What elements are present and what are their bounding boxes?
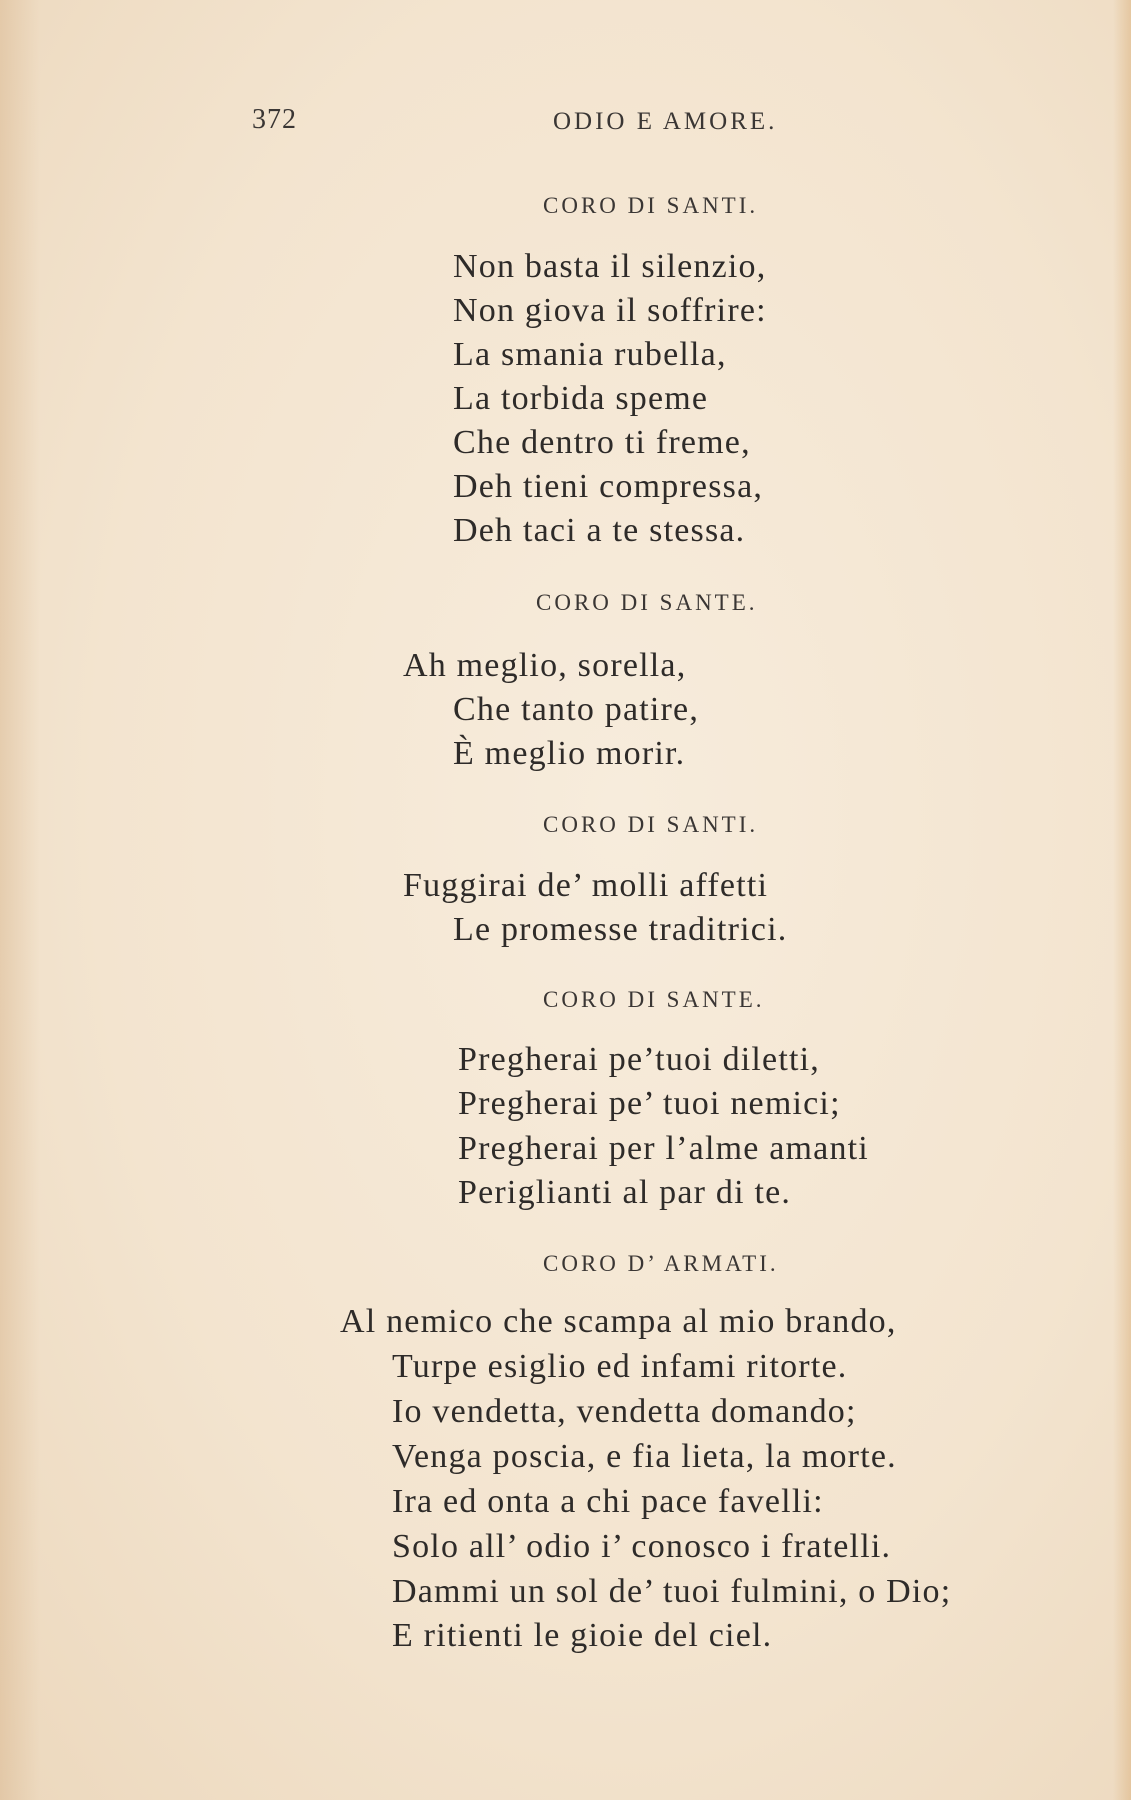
page-edge-shadow-left xyxy=(0,0,40,1800)
verse-line: Pregherai per l’alme amanti xyxy=(458,1130,869,1167)
verse-line: Io vendetta, vendetta domando; xyxy=(392,1393,857,1430)
chorus-heading: CORO DI SANTE. xyxy=(536,590,758,615)
chorus-heading: CORO DI SANTI. xyxy=(543,812,759,837)
verse-line: Deh tieni compressa, xyxy=(453,468,764,505)
verse-line: E ritienti le gioie del ciel. xyxy=(392,1617,773,1654)
verse-line: Turpe esiglio ed infami ritorte. xyxy=(392,1348,848,1385)
chorus-heading: CORO DI SANTE. xyxy=(543,987,765,1012)
verse-line: Periglianti al par di te. xyxy=(458,1174,792,1211)
verse-line: La smania rubella, xyxy=(453,336,727,373)
verse-line: Che tanto patire, xyxy=(453,691,700,728)
chorus-heading: CORO D’ ARMATI. xyxy=(543,1251,779,1276)
verse-line: Venga poscia, e fia lieta, la morte. xyxy=(392,1438,897,1475)
verse-line: Le promesse traditrici. xyxy=(453,911,788,948)
verse-line: Dammi un sol de’ tuoi fulmini, o Dio; xyxy=(392,1573,952,1610)
verse-line: Al nemico che scampa al mio brando, xyxy=(340,1303,897,1340)
verse-line: Solo all’ odio i’ conosco i fratelli. xyxy=(392,1528,892,1565)
page-header xyxy=(0,104,1131,144)
verse-line: Deh taci a te stessa. xyxy=(453,512,746,549)
verse-line: Pregherai pe’tuoi diletti, xyxy=(458,1041,820,1078)
page-edge-shadow-right xyxy=(1113,0,1131,1800)
verse-line: È meglio morir. xyxy=(453,735,686,772)
verse-line: Non basta il silenzio, xyxy=(453,248,767,285)
chorus-heading: CORO DI SANTI. xyxy=(543,193,759,218)
verse-line: Ah meglio, sorella, xyxy=(403,647,687,684)
running-title: ODIO E AMORE. xyxy=(553,108,778,135)
verse-line: La torbida speme xyxy=(453,380,709,417)
verse-line: Non giova il soffrire: xyxy=(453,292,767,329)
page-number: 372 xyxy=(252,104,297,135)
verse-line: Pregherai pe’ tuoi nemici; xyxy=(458,1085,841,1122)
verse-line: Fuggirai de’ molli affetti xyxy=(403,867,769,904)
verse-line: Ira ed onta a chi pace favelli: xyxy=(392,1483,824,1520)
verse-line: Che dentro ti freme, xyxy=(453,424,751,461)
